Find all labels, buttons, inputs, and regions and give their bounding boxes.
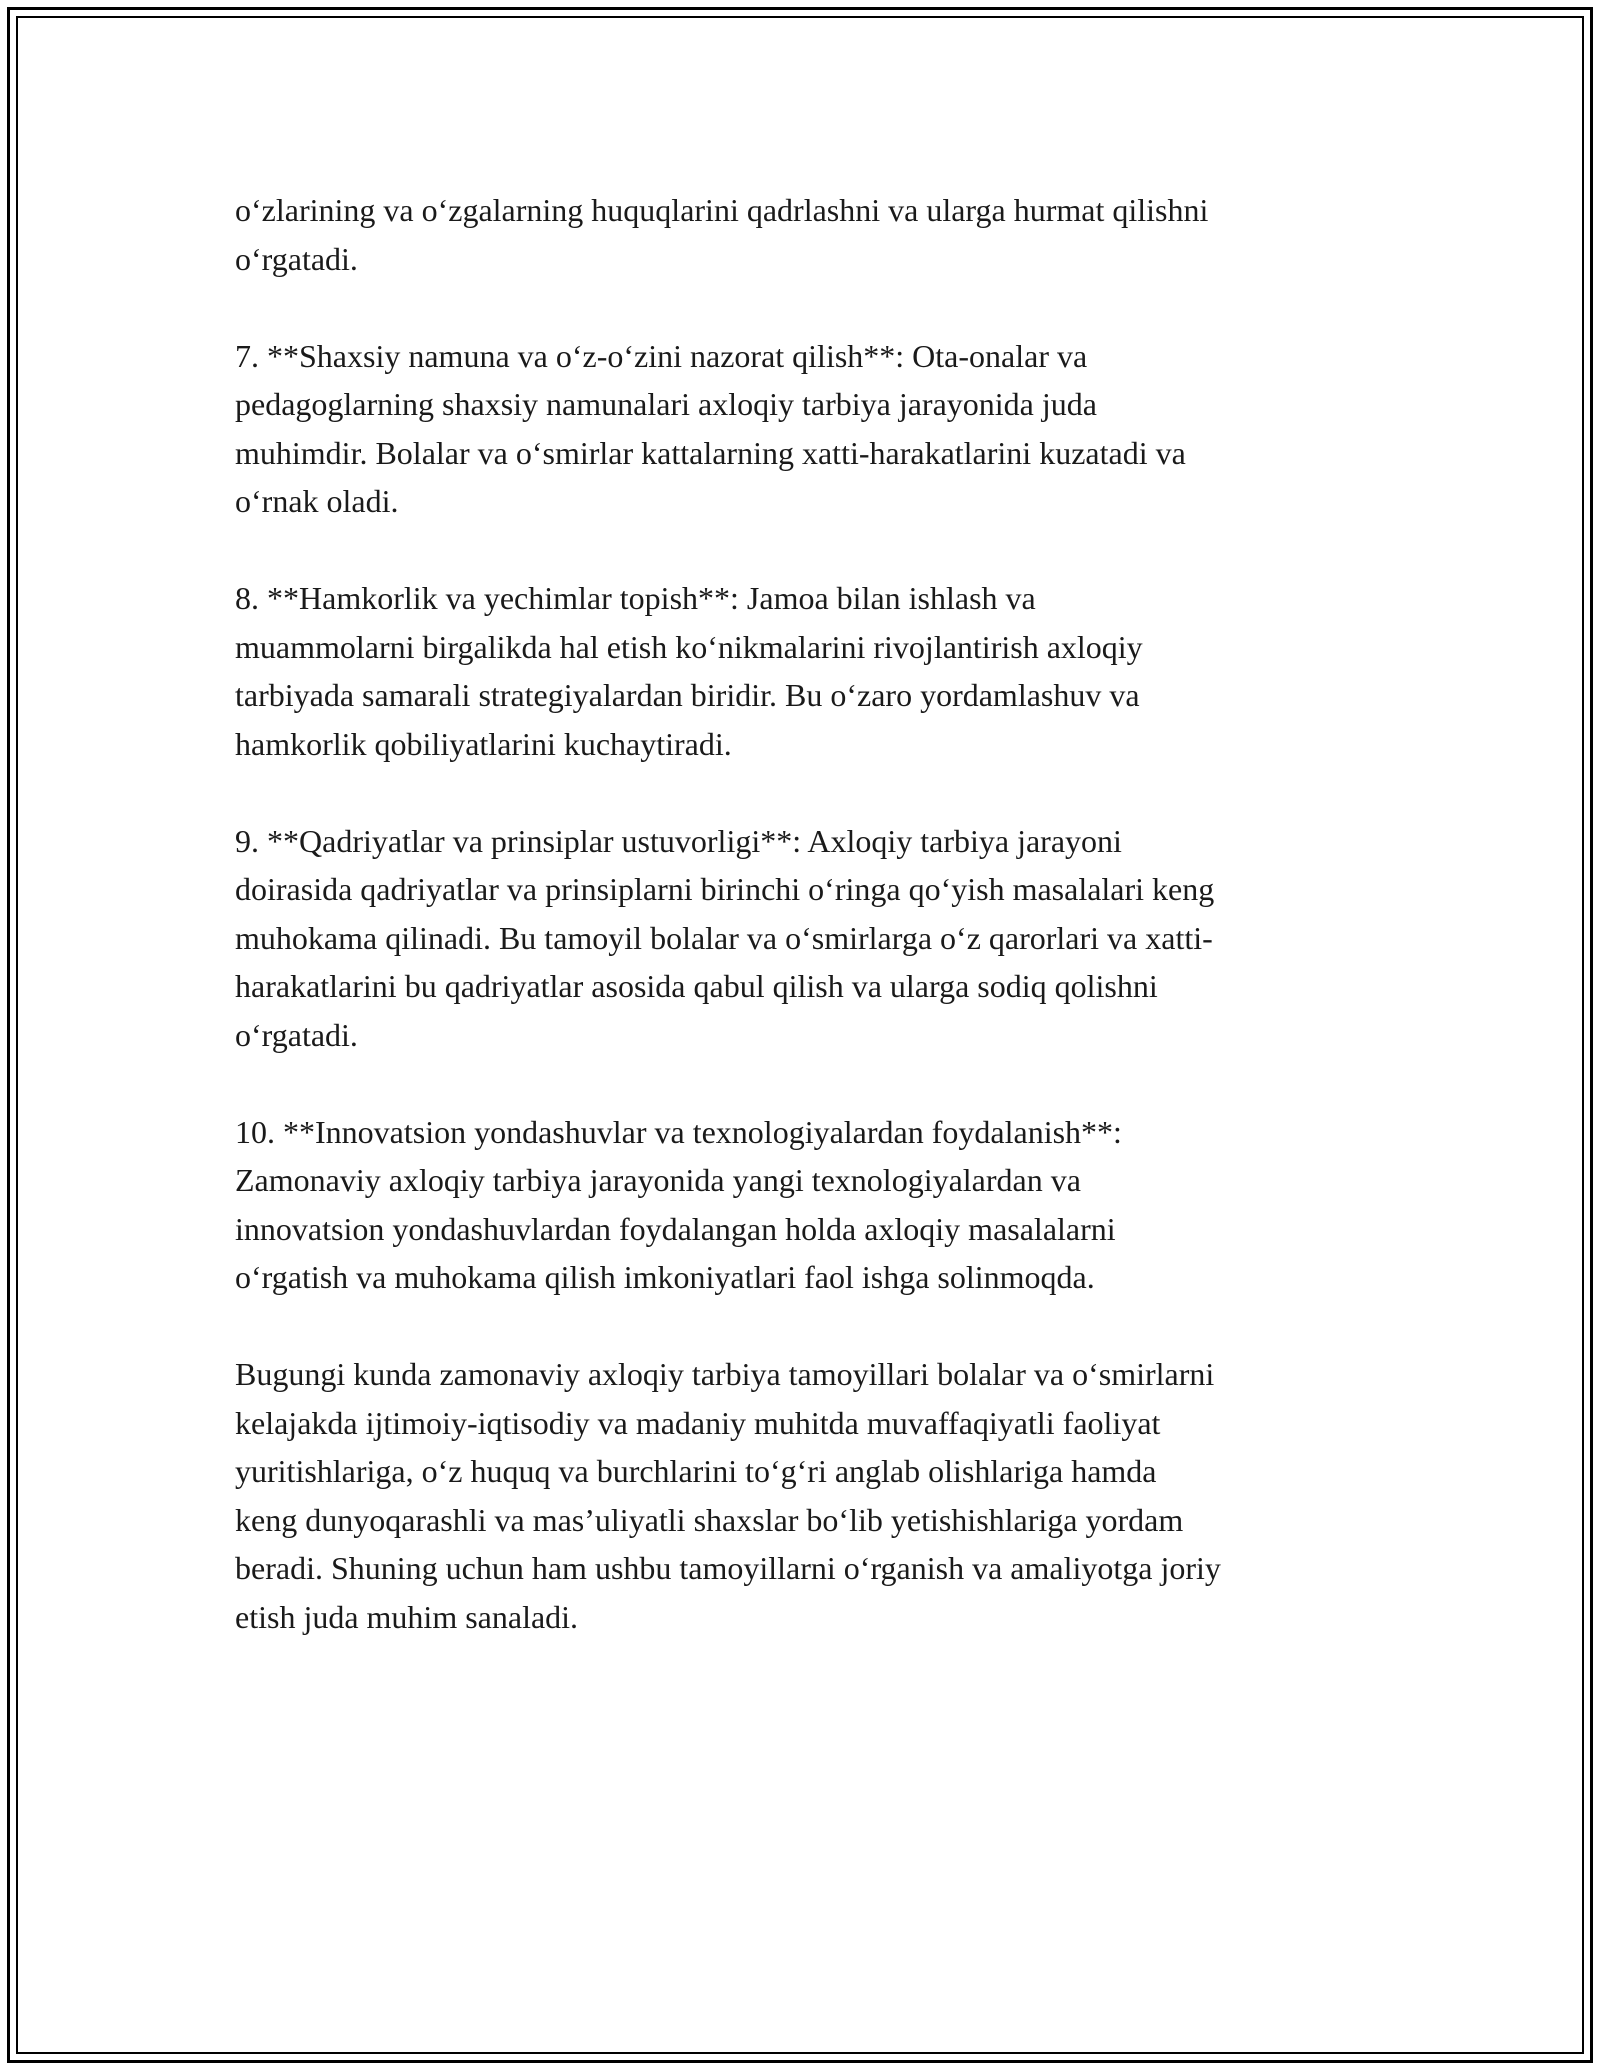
paragraph-item-10: 10. **Innovatsion yondashuvlar va texnologiyalardan foydalanish**: Zamonaviy axloqiy tarbiya jarayonida yangi texnologiyalardan va innovatsion yondashuvlardan foydalangan holda axloqiy masalalarni o‘rgatish va muhokama qilish imkoniyatlari faol ishga solinmoqda.	[235, 1113, 1122, 1295]
paragraph-item-8: 8. **Hamkorlik va yechimlar topish**: Jamoa bilan ishlash va muammolarni birgalikda hal etish ko‘nikmalarini rivojlantirish axloqiy tarbiyada samarali strategiyalardan biridir. Bu o‘zaro yordamlashuv va hamkorlik qobiliyatlarini kuchaytiradi.	[235, 580, 1143, 762]
paragraph-continuation: o‘zlarining va o‘zgalarning huquqlarini qadrlashni va ularga hurmat qilishni o‘rgatadi.	[235, 192, 1209, 277]
paragraph-item-9: 9. **Qadriyatlar va prinsiplar ustuvorligi**: Axloqiy tarbiya jarayoni doirasida qadriyatlar va prinsiplarni birinchi o‘ringa qo‘yish masalalari keng muhokama qilinadi. Bu tamoyil bolalar va o‘smirlarga o‘z qarorlari va xatti- harakatlarini bu qadriyatlar asosida qabul qilish va ularga sodiq qolishni o‘rgatadi.	[235, 822, 1215, 1053]
paragraph-conclusion: Bugungi kunda zamonaviy axloqiy tarbiya tamoyillari bolalar va o‘smirlarni kelajakda ijtimoiy-iqtisodiy va madaniy muhitda muvaffaqiyatli faoliyat yuritishlariga, o‘z huquq va burchlarini to‘g‘ri anglab olishlariga hamda keng dunyoqarashli va mas’uliyatli shaxslar bo‘lib yetishishlariga yordam beradi. Shuning uchun ham ushbu tamoyillarni o‘rganish va amaliyotga joriy etish juda muhim sanaladi.	[235, 1356, 1221, 1635]
document-body	[235, 186, 1375, 1690]
paragraph-item-7: 7. **Shaxsiy namuna va o‘z-o‘zini nazorat qilish**: Ota-onalar va pedagoglarning shaxsiy namunalari axloqiy tarbiya jarayonida juda muhimdir. Bolalar va o‘smirlar kattalarning xatti-harakatlarini kuzatadi va o‘rnak oladi.	[235, 337, 1186, 519]
